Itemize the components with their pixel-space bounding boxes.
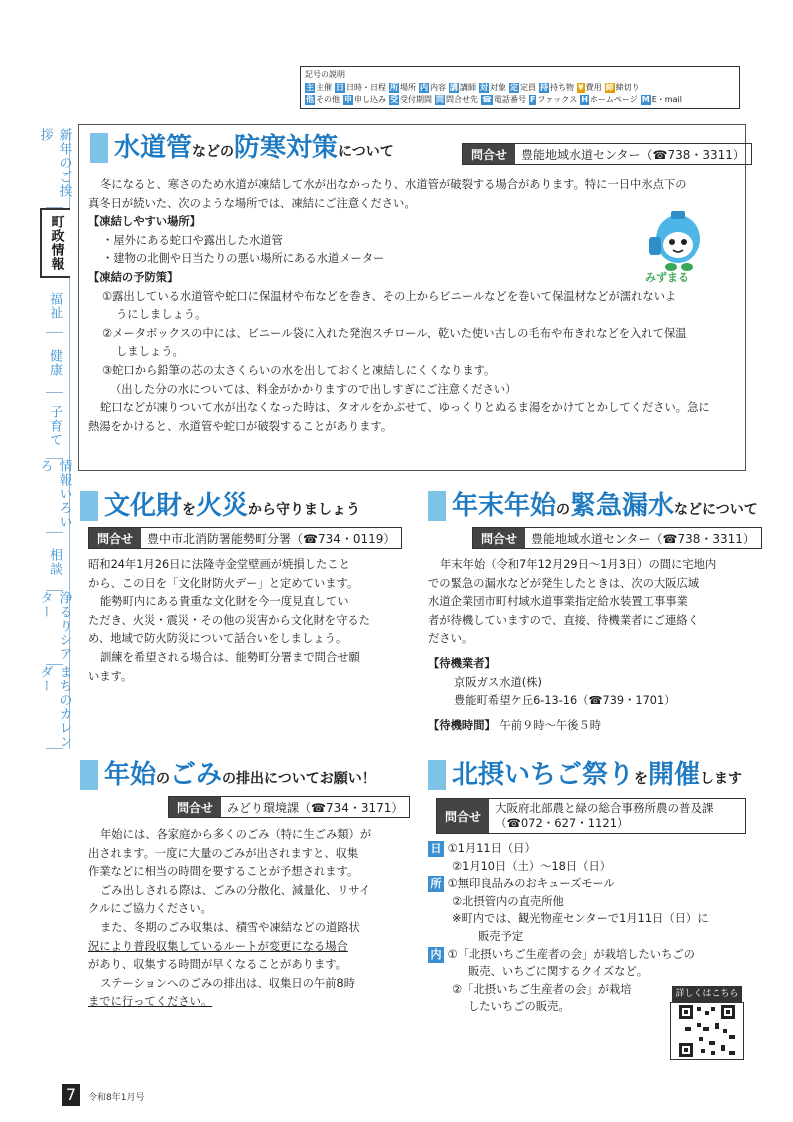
legend-label: 電話番号 [493,95,526,104]
section-sidebar [37,128,72,749]
text-line: クルにご協力ください。 [88,902,212,916]
legend-label: 日時・日程 [346,83,386,92]
legend-key: 日 [336,83,344,92]
legend-label: 費用 [585,83,602,92]
legend-key: 持 [540,83,548,92]
legend-item [335,82,386,94]
heading-part: を [634,771,649,787]
section-fire-heading [80,491,360,521]
legend-key: 対 [480,83,488,92]
text-line: 冬になると、寒さのため水道が凍結して水が出なかったり、水道管が破裂する場合があります。特に一日中氷点下の [100,178,687,191]
legend-row-1 [305,82,735,94]
text-line: ①露出している水道管や蛇口に保温材や布などを巻き、その上からビニールなどを巻いて保温材などが濡れないよ [102,289,677,303]
page-number: 7 [62,1084,80,1106]
text-line: ②北摂管内の直売所他 [452,894,564,908]
text-line: ※町内では、観光物産センターで1月11日（日）に [452,912,709,926]
text-line: ①無印良品みのおキューズモール [447,877,615,891]
heading-part: を [182,502,197,518]
text-line: （出した分の水については、料金がかかりますので出しすぎにご注意ください） [110,382,517,396]
issue-date: 令和8年1月号 [88,1093,145,1103]
heading-bar [428,760,446,790]
legend-key: 定 [510,83,518,92]
section-leak-heading [428,491,758,521]
mascot-illustration [633,205,723,285]
text-line: ②「北摂いちご生産者の会」が栽培 [452,982,632,996]
legend-label: 場所 [400,83,416,92]
legend-item [481,94,526,106]
sidebar-tab[interactable]: 浄るりシアター [40,591,70,665]
legend-key: ☎ [482,95,492,104]
text-line: 年始には、各家庭から多くのごみ（特に生ごみ類）が [100,828,372,841]
section-garbage-heading [80,760,376,790]
heading-bar [80,760,98,790]
heading-part: 防寒対策 [234,133,339,163]
legend-label: 主催 [316,83,332,92]
text-line: ださい。 [428,632,474,646]
symbol-legend [300,66,740,109]
text-line: ②メータボックスの中には、ビニール袋に入れた発泡スチロール、乾いた使い古しの毛布や布きれなどを入れて保温 [102,326,687,340]
legend-label: 問合せ先 [446,95,478,104]
text-line: から、この日を「文化財防火デー」と定めています。 [88,576,359,590]
legend-key: H [581,95,588,104]
legend-item [389,94,432,106]
text-line: があり、収集する時間が早くなることがあります。 [88,958,347,972]
mascot-name: みずまる [645,271,689,284]
heading-part: 火災 [196,491,249,521]
section-leak-contact [472,527,762,549]
legend-label: 申し込み [354,95,386,104]
legend-key: 受 [390,95,398,104]
text-line: また、冬期のごみ収集は、積雪や凍結などの道路状 [100,920,360,934]
qr-code[interactable] [670,1002,744,1060]
contact-value: みどり環境課（☎734・3171） [227,800,404,815]
legend-label: 締切り [615,83,640,92]
legend-row-2 [305,94,735,106]
text-line: います。 [88,669,133,683]
place-key: 所 [428,876,444,892]
legend-item [641,94,682,106]
legend-key: 申 [344,95,352,104]
heading-part: の [156,771,171,787]
text-line: ②1月10日（土）～18日（日） [452,859,612,873]
text-line: 水道企業団市町村域水道事業指定給水装置工事事業 [428,595,688,609]
legend-label: 講師 [460,83,476,92]
text-line: 熱湯をかけると、水道管や蛇口が破裂することがあります。 [88,419,393,433]
text-line: 蛇口などが凍りついて水が出なくなった時は、タオルをかぶせて、ゆっくりとぬるま湯をかけてとかしてください。急に [100,401,710,415]
heading-part: 開催 [648,760,701,790]
content-key: 内 [428,947,444,963]
sidebar-tab[interactable]: 相談 [40,533,70,591]
heading-part: から守りましょう [248,502,361,518]
text-line: うにしましょう。 [116,308,207,322]
legend-key: F [529,95,536,104]
legend-key: 締 [605,83,614,92]
text-line: しましょう。 [116,345,184,359]
text-line: 作業などに相当の時間を要することが予想されます。 [88,865,359,879]
legend-title: 記号の説明 [305,70,345,79]
text-line: 販売、いちごに関するクイズなど。 [468,965,649,979]
subheading: 【凍結の予防策】 [88,270,179,284]
heading-part: などについて [674,502,758,518]
section-garbage-body [88,826,398,1012]
contact-value: 豊能地域水道センター（☎738・3311） [521,147,745,162]
legend-item [529,94,577,106]
text-line: 年末年始（令和7年12月29日～1月3日）の間に宅地内 [440,558,717,571]
heading-part: 水道管 [114,133,193,163]
heading-part: 年始 [104,760,157,790]
heading-part: 緊急漏水 [570,491,675,521]
section-frost-heading [90,133,394,163]
text-line: 況により普段収集しているルートが変更になる場合 [88,939,348,953]
legend-item [305,94,340,106]
text-line: め、地域で防火防災について話合いをしましょう。 [88,632,348,646]
legend-item [539,82,574,94]
heading-part: について [338,144,394,160]
sidebar-tab[interactable]: 情報いろいろ [40,459,70,533]
legend-item [419,82,446,94]
heading-bar [428,491,446,521]
text-line: ごみ出しされる際は、ごみの分散化、減量化、リサイ [100,883,371,897]
legend-key: 内 [420,83,428,92]
contact-key: 問合せ [473,528,525,548]
sidebar-tab[interactable]: 子育て [40,393,70,459]
section-fire-contact [88,527,402,549]
sidebar-tab[interactable]: 健康 [40,333,70,393]
text-line: での緊急の漏水などが発生したときは、次の大阪広域 [428,576,700,590]
legend-item [305,82,332,94]
heading-part: などの [192,144,235,160]
sidebar-tab[interactable]: 新年のご挨拶 [40,128,70,208]
contact-key: 問合せ [437,799,489,833]
legend-label: ホームページ [589,95,638,104]
section-frost-contact [462,143,752,165]
section-strawberry-contact [436,798,746,834]
subheading: 【待機時間】 [428,718,496,732]
legend-label: E・mail [651,95,682,104]
text-line: ただき、火災・震災・その他の災害から文化財を守るた [88,613,370,627]
legend-item [577,82,602,94]
contact-line: （☎072・627・1121） [495,816,629,830]
day-key: 日 [428,841,444,857]
section-leak-body [428,556,746,735]
heading-part: 文化財 [104,491,183,521]
section-garbage-contact [168,796,410,818]
heading-part: 年末年始 [452,491,557,521]
text-line: 京阪ガス水道(株) [454,675,542,689]
text-line: 者が待機していますので、直接、待機業者にご連絡く [428,613,699,627]
contact-key: 問合せ [89,528,141,548]
subheading: 【待機業者】 [428,656,496,670]
heading-part: 北摂いちご祭り [452,760,635,790]
heading-part: ごみ [170,760,223,790]
legend-label: その他 [316,95,340,104]
legend-item [389,82,416,94]
section-fire-body [88,556,398,686]
legend-item [343,94,386,106]
text-line: 昭和24年1月26日に法隆寺金堂壁画が焼損したこと [88,558,350,571]
contact-line: 大阪府北部農と緑の総合事務所農の普及課 [495,801,714,815]
text-line: ③蛇口から鉛筆の芯の太さくらいの水を出しておくと凍結しにくくなります。 [102,363,496,377]
legend-label: 内容 [430,83,446,92]
legend-label: 対象 [490,83,506,92]
legend-key: 他 [306,95,314,104]
text-line: 訓練を希望される場合は、能勢町分署まで問合せ願 [100,650,360,664]
legend-key: M [641,95,650,104]
contact-key: 問合せ [169,797,221,817]
text-line: 出されます。一度に大量のごみが出されますと、収集 [88,846,359,860]
heading-part: の排出についてお願い！ [222,771,376,787]
heading-part: の [556,502,571,518]
legend-item [435,94,478,106]
text-line: ①1月11日（日） [447,842,536,855]
text-line: までに行ってください。 [88,995,213,1009]
contact-key: 問合せ [463,144,515,164]
legend-key: 問 [436,95,444,104]
legend-item [449,82,476,94]
legend-key: ¥ [578,83,584,92]
text-line: したいちごの販売。 [468,1000,570,1014]
contact-value: 豊能地域水道センター（☎738・3311） [531,531,755,546]
text-line: 午前９時～午後５時 [499,718,602,732]
text-line: 販売予定 [478,929,524,943]
legend-item [580,94,638,106]
qr-label: 詳しくはこちら [672,986,742,1002]
section-strawberry-heading [428,760,742,790]
heading-bar [80,491,98,521]
legend-label: ファックス [537,95,578,104]
legend-label: 定員 [520,83,536,92]
heading-bar [90,133,108,163]
text-line: ステーションへのごみの排出は、収集日の午前8時 [100,976,356,990]
contact-value: 豊中市北消防署能勢町分署（☎734・0119） [147,531,396,546]
subheading: 【凍結しやすい場所】 [88,215,201,229]
heading-part: します [700,771,743,787]
text-line: ①「北摂いちご生産者の会」が栽培したいちごの [447,947,695,961]
legend-label: 受付期間 [400,95,432,104]
text-line: ・建物の北側や日当たりの悪い場所にある水道メーター [102,252,385,266]
text-line: 能勢町内にある貴重な文化財を今一度見直してい [100,595,349,609]
contact-value [489,799,720,833]
legend-label: 持ち物 [550,83,574,92]
legend-key: 所 [390,83,398,92]
text-line: ・屋外にある蛇口や露出した水道管 [102,233,283,247]
sidebar-tab[interactable]: まちのカレンダー [37,665,72,749]
text-line: 真冬日が続いた、次のような場所では、凍結にご注意ください。 [88,196,416,210]
sidebar-tab[interactable]: 福祉 [40,278,70,333]
legend-item [479,82,506,94]
legend-item [605,82,640,94]
legend-key: 講 [450,83,458,92]
legend-item [509,82,536,94]
legend-key: 主 [306,83,314,92]
sidebar-tab[interactable]: 町政情報 [40,208,70,278]
text-line: 豊能町希望ケ丘6-13-16（☎739・1701） [454,694,676,708]
